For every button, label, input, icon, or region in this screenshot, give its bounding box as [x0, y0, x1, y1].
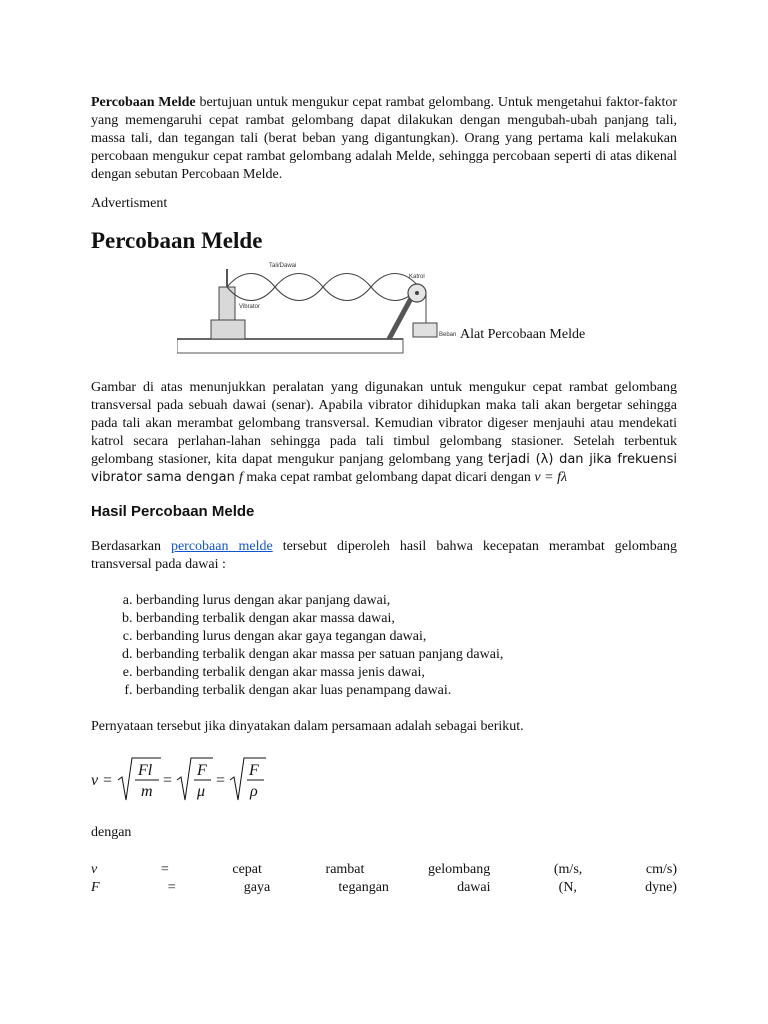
intro-text: bertujuan untuk mengukur cepat rambat gelombang. Untuk mengetahui faktor-faktor yang memengaruhi cepat rambat gelombang dapat dilakukan dengan mengubah-ubah panjang tali, massa tali, dan tegangan tali (berat beban yang digantungkan). Orang yang pertama kali melakukan percobaan mengukur cepat rambat gelombang adalah Melde, sehingga percobaan seperti di atas dikenal dengan sebutan Percobaan Melde. [91, 95, 677, 182]
svg-text:ρ: ρ [250, 783, 258, 800]
svg-text:F: F [249, 762, 259, 779]
vibrator-body [219, 287, 235, 320]
description-paragraph: Gambar di atas menunjukkan peralatan yang digunakan untuk mengukur cepat rambat gelombang transversal pada sebuah dawai (senar). Apabila vibrator dihidupkan maka tali akan bergetar sehingga pada tali akan merambat gelombang transversal. Kemudian vibrator digeser menjauhi atau mendekati katrol secara perlahan-lahan sehingga pada tali timbul gelombang stasioner. Setelah terbentuk gelombang stasioner, kita dapat mengukur panjang gelombang yang terjadi (λ) dan jika frekuensi vibrator sama dengan f maka cepat rambat gelombang dapat dicari dengan v = fλ [91, 380, 677, 485]
equation-graphic [91, 752, 291, 810]
svg-text:m: m [141, 783, 153, 800]
svg-text:=: = [103, 772, 113, 789]
label-tali: Tali/Dawai [269, 263, 297, 269]
svg-text:F: F [197, 762, 207, 779]
variable-row: v = cepat rambat gelombang (m/s, cm/s) [91, 862, 677, 877]
svg-text:=: = [216, 772, 226, 789]
melde-apparatus-illustration [177, 261, 457, 357]
inline-formula: v = fλ [534, 470, 568, 485]
svg-text:μ: μ [197, 783, 206, 800]
vibrator-base [211, 320, 245, 339]
label-vibrator: Vibrator [239, 304, 260, 310]
results-paragraph: Berdasarkan percobaan melde tersebut diperoleh hasil bahwa kecepatan merambat gelombang transversal pada dawai : [91, 539, 677, 572]
intro-bold-term: Percobaan Melde [91, 95, 196, 110]
variable-row: F = gaya tegangan dawai (N, dyne) [91, 880, 677, 895]
section-heading: Hasil Percobaan Melde [91, 503, 255, 520]
list-item: d. berbanding terbalik dengan akar massa per satuan panjang dawai, [136, 646, 677, 664]
page-title: Percobaan Melde [91, 228, 263, 253]
string-wave-lower [227, 274, 419, 301]
hanging-mass [413, 323, 437, 337]
intro-paragraph [91, 94, 677, 184]
results-list [91, 592, 677, 700]
list-item: e. berbanding terbalik dengan akar massa jenis dawai, [136, 664, 677, 682]
label-katrol: Katrol [409, 274, 425, 280]
figure-caption: Alat Percobaan Melde [460, 327, 586, 342]
percobaan-melde-link[interactable]: percobaan melde [170, 539, 273, 554]
advertisement-label: Advertisment [91, 196, 168, 211]
list-item: c. berbanding lurus dengan akar gaya tegangan dawai, [136, 628, 677, 646]
svg-text:=: = [163, 772, 173, 789]
article-content [91, 94, 677, 897]
base-board [177, 339, 403, 353]
list-item: f. berbanding terbalik dengan akar luas penampang dawai. [136, 682, 677, 700]
svg-text:Fl: Fl [138, 762, 153, 779]
svg-text:v: v [91, 772, 99, 789]
melde-apparatus-figure [91, 261, 677, 365]
dengan-label: dengan [91, 825, 132, 840]
list-item: b. berbanding terbalik dengan akar massa dawai, [136, 610, 677, 628]
label-beban: Beban [439, 332, 457, 338]
velocity-equation [91, 752, 677, 810]
list-item: a. berbanding lurus dengan akar panjang dawai, [136, 592, 677, 610]
equation-intro: Pernyataan tersebut jika dinyatakan dalam persamaan adalah sebagai berikut. [91, 719, 524, 734]
